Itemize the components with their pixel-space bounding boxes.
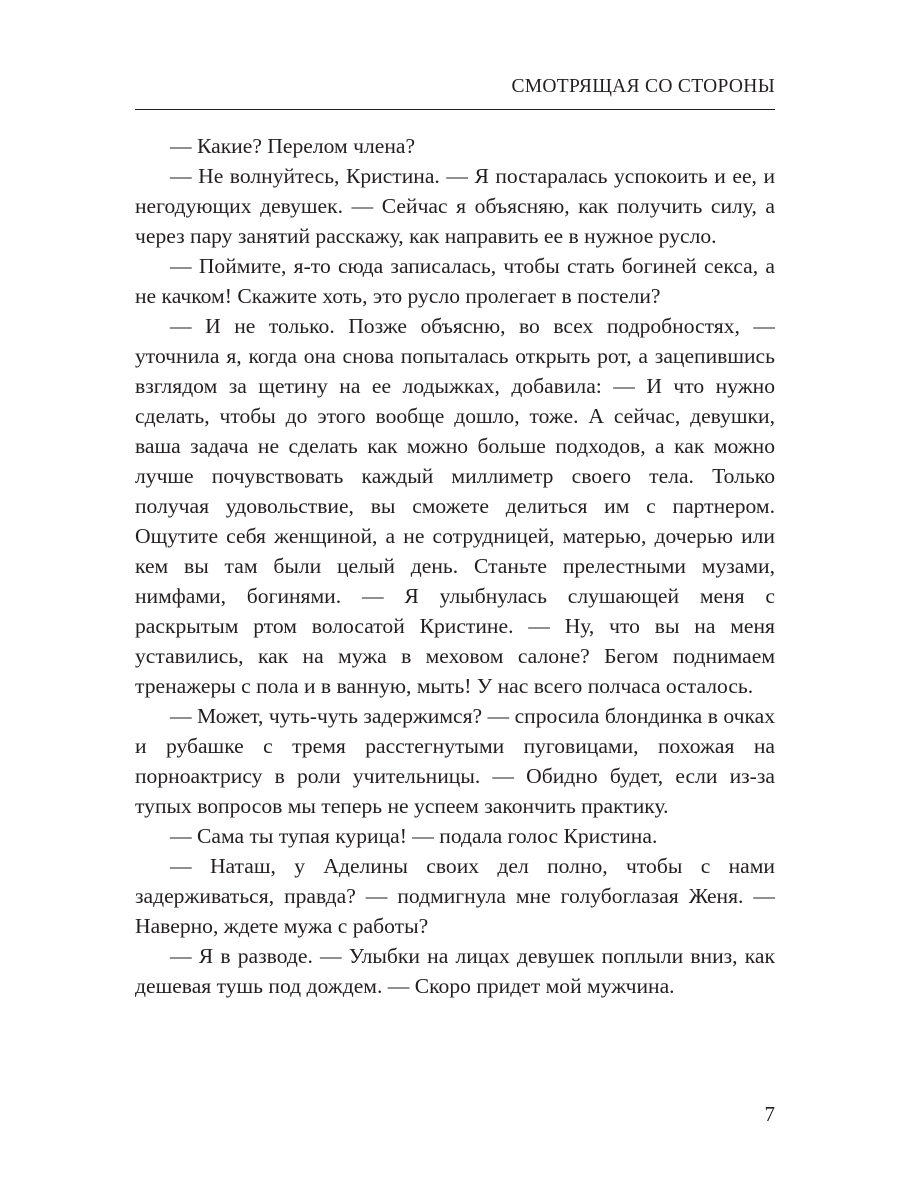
body-text xyxy=(135,131,775,1001)
paragraph: — Наташ, у Аделины своих дел полно, чтобы с нами задерживаться, правда? — подмигнула мне голубоглазая Женя. — Наверно, ждете мужа с работы? xyxy=(135,854,775,938)
paragraph: — Какие? Перелом члена? xyxy=(170,134,416,158)
paragraph: — И не только. Позже объясню, во всех подробностях, — уточнила я, когда она снова попыталась открыть рот, а зацепившись взглядом за щетину на ее лодыжках, добавила: — И что нужно сделать, чтобы до этого вообще дошло, тоже. А сейчас, девушки, ваша задача не сделать как можно больше подходов, а как можно лучше почувствовать каждый миллиметр своего тела. Только получая удовольствие, вы сможете делиться им с партнером. Ощутите себя женщиной, а не сотрудницей, матерью, дочерью или кем вы там были целый день. Станьте прелестными музами, нимфами, богинями. — Я улыбнулась слушающей меня с раскрытым ртом волосатой Кристине. — Ну, что вы на меня уставились, как на мужа в меховом салоне? Бегом поднимаем тренажеры с пола и в ванную, мыть! У нас всего полчаса осталось. xyxy=(135,314,775,698)
running-head: СМОТРЯЩАЯ СО СТОРОНЫ xyxy=(511,76,775,97)
paragraph: — Может, чуть-чуть задержимся? — спросила блондинка в очках и рубашке с тремя расстегнутыми пуговицами, похожая на порноактрису в роли учительницы. — Обидно будет, если из-за тупых вопросов мы теперь не успеем закончить практику. xyxy=(135,704,775,818)
paragraph: — Сама ты тупая курица! — подала голос Кристина. xyxy=(170,824,658,848)
header-rule xyxy=(135,109,775,110)
paragraph: — Поймите, я-то сюда записалась, чтобы стать богиней секса, а не качком! Скажите хоть, это русло пролегает в постели? xyxy=(135,254,775,308)
page-number: 7 xyxy=(764,1102,775,1126)
paragraph: — Не волнуйтесь, Кристина. — Я постаралась успокоить и ее, и негодующих девушек. — Сейчас я объясняю, как получить силу, а через пару занятий расскажу, как направить ее в нужное русло. xyxy=(135,164,775,248)
paragraph: — Я в разводе. — Улыбки на лицах девушек поплыли вниз, как дешевая тушь под дождем. — Скоро придет мой мужчина. xyxy=(135,944,775,998)
